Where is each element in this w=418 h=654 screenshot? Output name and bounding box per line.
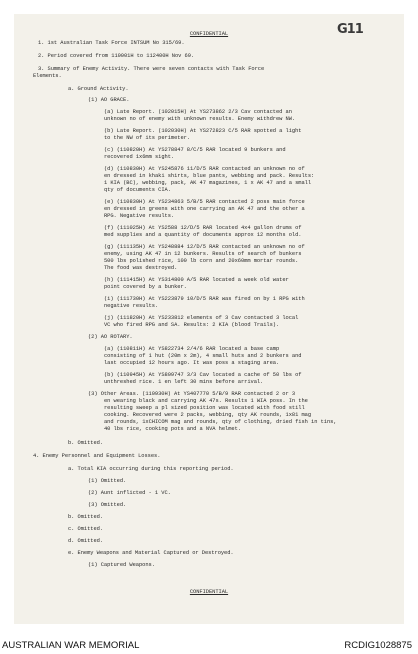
document-line: to the NW of its perimeter. xyxy=(104,135,190,141)
document-line: 1 KIA (BC), webbing, pack, AK 47 magazines, 1 x AK 47 and a small xyxy=(104,180,312,186)
document-line: med supplies and a quantity of documents approx 12 months old. xyxy=(104,232,302,238)
document-line: 4. Enemy Personnel and Equipment Losses. xyxy=(33,453,161,459)
document-line: (e) (110830H) At YS234863 5/B/5 RAR contacted 2 poss main force xyxy=(104,199,305,205)
document-line: (a) (110811H) At YS822734 2/4/6 RAR located a base camp xyxy=(104,346,280,352)
document-line: 500 lbs polished rice, 100 lb corn and 20x60mm mortar rounds. xyxy=(104,258,299,264)
document-line: (c) (110820H) At YS278847 8/C/5 RAR located 9 bunkers and xyxy=(104,147,286,153)
document-line: unknown no of enemy with unknown results. Enemy withdrew NW. xyxy=(104,116,296,122)
document-line: recovered 1x6mm sight. xyxy=(104,154,175,160)
document-line: 1. 1st Australian Task Force INTSUM No 315/69. xyxy=(38,40,185,46)
document-line: negative results. xyxy=(104,303,159,309)
document-line: c. Omitted. xyxy=(68,526,104,532)
document-line: (1) Omitted. xyxy=(88,478,127,484)
document-line: Elements. xyxy=(33,73,62,79)
document-line: last occupied 12 hours ago. It was poss a staging area. xyxy=(104,360,280,366)
document-line: 40 lbs rice, cooking pots and a NVA helmet. xyxy=(104,426,241,432)
document-line: The food was destroyed. xyxy=(104,265,178,271)
document-line: resulting sweep a pl sized position was located with food still xyxy=(104,405,305,411)
header-classification: CONFIDENTIAL xyxy=(189,31,229,37)
document-line: (a) Late Report. (102015H) At YS273862 2/3 Cav contacted an xyxy=(104,109,292,115)
archive-id: RCDIG1028875 xyxy=(344,640,412,651)
document-line: a. Ground Activity. xyxy=(68,86,129,92)
document-line: (3) Omitted. xyxy=(88,502,127,508)
document-line: en dressed in khaki shirts, blue pants, webbing and pack. Results: xyxy=(104,173,315,179)
footer-classification: CONFIDENTIAL xyxy=(189,589,229,595)
document-line: (b) (110945H) At YS809747 3/3 Cav located a cache of 50 lbs of xyxy=(104,372,302,378)
document-line: 3. Summary of Enemy Activity. There were seven contacts with Task Force xyxy=(38,66,265,72)
document-line: enemy, using AK 47 in 12 bunkers. Results of search of bunkers xyxy=(104,251,302,257)
document-line: (d) (110830H) At YS245876 11/D/5 RAR contacted an unknown no of xyxy=(104,166,305,172)
document-line: en dressed in greens with one carrying an AK 47 and the other a xyxy=(104,206,305,212)
document-line: (1) Captured Weapons. xyxy=(88,562,155,568)
document-line: and rounds, 1xCHICOM mag and rounds, qty of clothing, dried fish in tins, xyxy=(104,419,337,425)
document-line: (g) (111135H) At YS248884 12/D/5 RAR contacted an unknown no of xyxy=(104,244,305,250)
document-line: VC who fired RPG and SA. Results: 2 KIA (blood Trails). xyxy=(104,322,280,328)
archive-footer xyxy=(0,637,418,654)
document-line: (2) AO ROTARY. xyxy=(88,334,133,340)
document-line: (j) (111820H) At YS233812 elements of 3 Cav contacted 3 local xyxy=(104,315,299,321)
document-line: e. Enemy Weapons and Material Captured or Destroyed. xyxy=(68,550,234,556)
document-line: (b) Late Report. (102030H) At YS272823 C/5 RAR spotted a light xyxy=(104,128,302,134)
document-line: d. Omitted. xyxy=(68,538,104,544)
document-line: (3) Other Areas. (110930H) At YS407770 5/B/9 RAR contacted 2 or 3 xyxy=(88,391,296,397)
document-line: (1) AO GRACE. xyxy=(88,97,130,103)
document-line: en wearing black and carrying AK 47s. Results 1 WIA poss. In the xyxy=(104,398,308,404)
document-line: b. Omitted. xyxy=(68,514,104,520)
document-line: (f) (111025H) At YS2588 12/D/5 RAR located 4x4 gallon drums of xyxy=(104,225,302,231)
handwritten-folio-note: G11 xyxy=(337,22,363,37)
document-line: (i) (111730H) At YS223879 10/D/5 RAR was fired on by 1 RPG with xyxy=(104,296,305,302)
document-line: 2. Period covered from 110001H to 112400H Nov 69. xyxy=(38,53,195,59)
document-line: (2) Aunt inflicted - 1 VC. xyxy=(88,490,171,496)
document-line: RPG. Negative results. xyxy=(104,213,175,219)
archive-name: AUSTRALIAN WAR MEMORIAL xyxy=(2,640,140,651)
document-line: qty of documents CIA. xyxy=(104,187,171,193)
document-line: consisting of 1 hut (20m x 2m), 4 small huts and 2 bunkers and xyxy=(104,353,302,359)
document-line: cooking. Recovered were 2 packs, webbing, qty AK rounds, 1x81 mag xyxy=(104,412,312,418)
document-line: unthreshed rice. 1 en left 30 mins before arrival. xyxy=(104,379,264,385)
document-line: b. Omitted. xyxy=(68,440,104,446)
document-line: (h) (111415H) At YS314800 A/5 RAR located a week old water xyxy=(104,277,289,283)
document-line: point covered by a bunker. xyxy=(104,284,187,290)
document-line: a. Total KIA occurring during this reporting period. xyxy=(68,466,234,472)
